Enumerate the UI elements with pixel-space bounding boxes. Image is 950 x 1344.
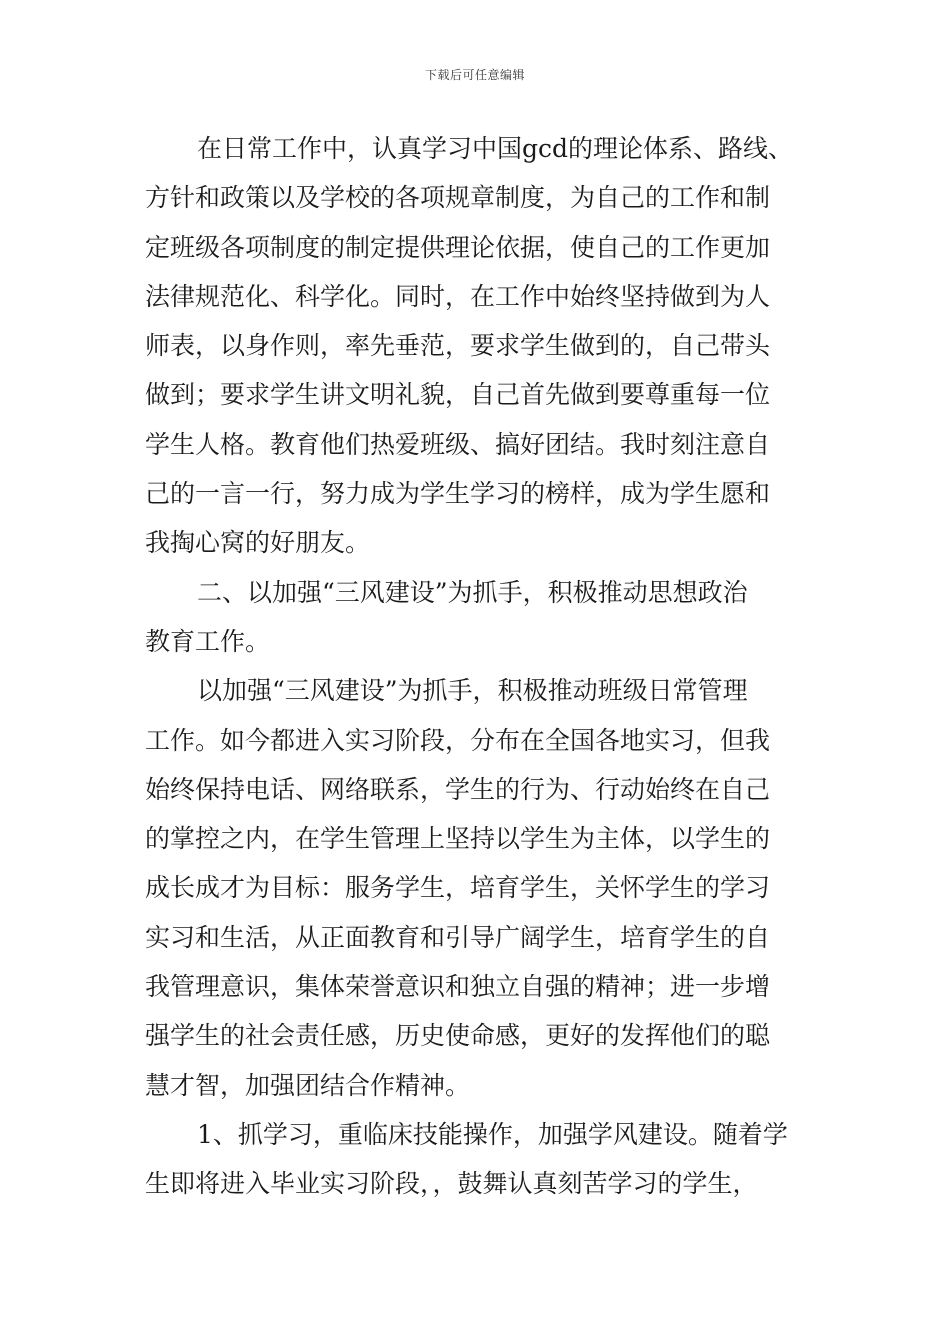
section-heading-line: 教育工作。 <box>145 626 271 656</box>
paragraph-line: 在日常工作中，认真学习中国gcd的理论体系、路线、 <box>197 134 794 163</box>
paragraph-line: 强学生的社会责任感，历史使命感，更好的发挥他们的聪 <box>145 1021 771 1051</box>
page-header-note: 下载后可任意编辑 <box>424 68 525 82</box>
paragraph-line: 定班级各项制度的制定提供理论依据，使自己的工作更加 <box>145 232 771 262</box>
paragraph-line: 方针和政策以及学校的各项规章制度，为自己的工作和制 <box>145 183 771 213</box>
paragraph-line: 的掌控之内，在学生管理上坚持以学生为主体，以学生的 <box>145 824 771 854</box>
paragraph-line: 己的一言一行，努力成为学生学习的榜样，成为学生愿和 <box>145 479 771 509</box>
paragraph-line: 慧才智，加强团结合作精神。 <box>145 1070 471 1100</box>
paragraph-line: 学生人格。教育他们热爱班级、搞好团结。我时刻注意自 <box>145 429 771 459</box>
section-heading-line: 二、以加强“三风建设”为抓手，积极推动思想政治 <box>197 577 748 607</box>
paragraph-line: 工作。如今都进入实习阶段，分布在全国各地实习，但我 <box>145 725 771 755</box>
paragraph-line: 以加强“三风建设”为抓手，积极推动班级日常管理 <box>197 676 748 706</box>
paragraph-line: 师表，以身作则，率先垂范，要求学生做到的，自己带头 <box>145 331 771 361</box>
paragraph-line: 1、抓学习，重临床技能操作，加强学风建设。随着学 <box>197 1119 788 1149</box>
paragraph-line: 我掏心窝的好朋友。 <box>145 528 371 558</box>
paragraph-line: 始终保持电话、网络联系，学生的行为、行动始终在自己 <box>145 774 771 804</box>
paragraph-line: 法律规范化、科学化。同时，在工作中始终坚持做到为人 <box>145 281 771 311</box>
paragraph-line: 成长成才为目标：服务学生，培育学生，关怀学生的学习 <box>145 873 771 903</box>
paragraph-line: 实习和生活，从正面教育和引导广阔学生，培育学生的自 <box>145 922 771 952</box>
paragraph-line: 我管理意识，集体荣誉意识和独立自强的精神；进一步增 <box>145 972 771 1002</box>
paragraph-line: 生即将进入毕业实习阶段，，鼓舞认真刻苦学习的学生， <box>145 1169 758 1199</box>
document-body <box>145 124 810 1209</box>
paragraph-line: 做到；要求学生讲文明礼貌，自己首先做到要尊重每一位 <box>145 380 771 410</box>
